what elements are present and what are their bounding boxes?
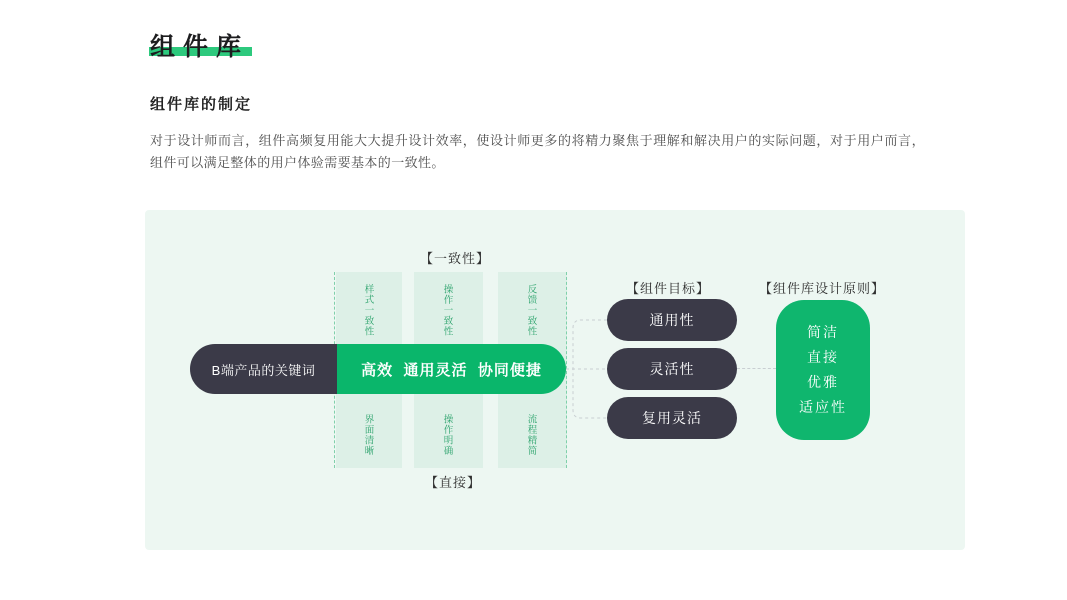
vertical-text-operation-consistency: 操作一致性 [441, 284, 453, 337]
vertical-text-clear-operation: 操作明确 [441, 414, 453, 456]
section-heading: 组件库的制定 [150, 96, 253, 113]
label-goals: 【组件目标】 [625, 281, 710, 296]
goal-pill-flexibility: 灵活性 [607, 348, 737, 390]
diagram-panel [145, 210, 965, 550]
vertical-text-clear-interface: 界面清晰 [362, 414, 374, 456]
bracket-connector [566, 310, 611, 430]
goal-pill-reusability: 复用灵活 [607, 397, 737, 439]
dashed-line-to-principles [737, 368, 776, 369]
vertical-text-style-consistency: 样式一致性 [362, 284, 374, 337]
label-principles: 【组件库设计原则】 [758, 281, 885, 296]
vertical-text-concise-process: 流程精简 [525, 414, 537, 456]
keyword-pill: B端产品的关键词 [190, 344, 337, 394]
principles-box [776, 300, 870, 440]
principle-simple: 简洁 [807, 324, 839, 340]
label-consistency: 【一致性】 [419, 251, 490, 266]
vertical-text-feedback-consistency: 反馈一致性 [525, 284, 537, 337]
principle-direct: 直接 [807, 349, 839, 365]
principle-elegant: 优雅 [807, 374, 839, 390]
keywords-bar: 高效 通用灵活 协同便捷 [337, 344, 566, 394]
intro-paragraph: 对于设计师而言，组件高频复用能大大提升设计效率，使设计师更多的将精力聚焦于理解和解决用户的实际问题，对于用户而言，组件可以满足整体的用户体验需要基本的一致性。 [150, 133, 925, 170]
principle-adaptive: 适应性 [799, 399, 847, 415]
goal-pill-universality: 通用性 [607, 299, 737, 341]
page-title-wrap [150, 27, 249, 63]
label-direct: 【直接】 [424, 475, 481, 490]
page-title: 组件库 [150, 33, 250, 61]
